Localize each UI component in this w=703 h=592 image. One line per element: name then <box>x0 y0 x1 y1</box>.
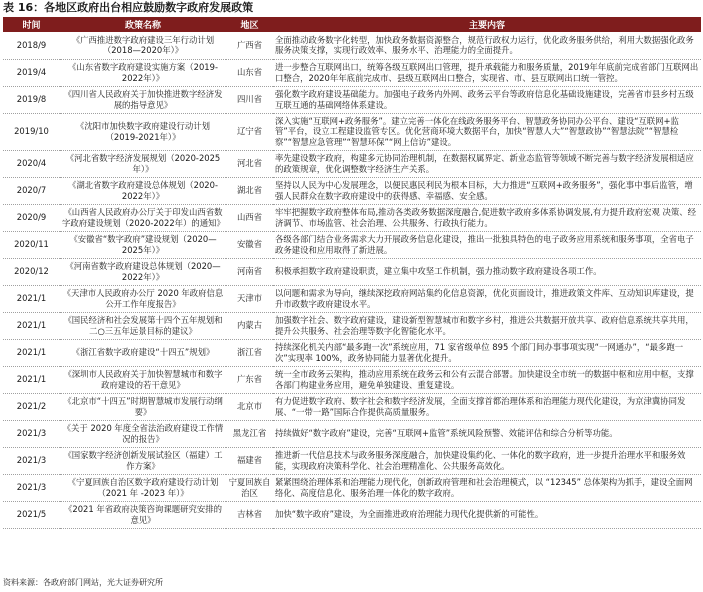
row-time: 2021/3 <box>3 474 60 501</box>
row-content: 持续做好“数字政府”建设，完善“互联网+监管”系统风险预警、效能评估和综合分析等功能。 <box>273 420 701 447</box>
row-time: 2020/11 <box>3 231 60 258</box>
table-row <box>3 312 701 339</box>
row-content: 率先建设数字政府，构建多元协同治理机制，在数据权属界定、新业态监管等领域不断完善与数字经济发展相适应的政策规章，优化调整数字经济生产关系。 <box>273 150 701 177</box>
row-region: 广西省 <box>226 32 273 59</box>
table-header-row <box>3 17 701 32</box>
row-region: 广东省 <box>226 366 273 393</box>
table-row <box>3 501 701 528</box>
table-row <box>3 366 701 393</box>
row-policy-name: 《国家数字经济创新发展试验区（福建）工作方案》 <box>60 447 226 474</box>
table-row <box>3 32 701 59</box>
row-time: 2020/12 <box>3 258 60 285</box>
row-content: 加强数字社会、数字政府建设，建设新型智慧城市和数字乡村，推进公共数据开放共享、政府信息系统共享共用，提升公共服务、社会治理等数字化智能化水平。 <box>273 312 701 339</box>
header-content: 主要内容 <box>273 17 701 32</box>
table-row <box>3 86 701 113</box>
row-policy-name: 《山东省数字政府建设实施方案（2019-2022年）》 <box>60 59 226 86</box>
row-region: 黑龙江省 <box>226 420 273 447</box>
row-content: 统一全市政务云架构，推动应用系统在政务云和公有云混合部署。加快建设全市统一的数据中枢和应用中枢，支撑各部门构建业务应用，避免单独建设、重复建设。 <box>273 366 701 393</box>
row-region: 北京市 <box>226 393 273 420</box>
row-policy-name: 《天津市人民政府办公厅 2020 年政府信息公开工作年度报告》 <box>60 285 226 312</box>
row-content: 全面推动政务数字化转型，加快政务数据资源整合，规范行政权力运行，优化政务服务供给，利用大数据强化政务服务决策支撑，实现行政效率、服务水平、治理能力的全面提升。 <box>273 32 701 59</box>
table-row <box>3 59 701 86</box>
row-policy-name: 《山西省人民政府办公厅关于印发山西省数字政府建设规划（2020-2022年）的通知》 <box>60 204 226 231</box>
header-policy: 政策名称 <box>60 17 226 32</box>
row-region: 福建省 <box>226 447 273 474</box>
table-row <box>3 447 701 474</box>
row-policy-name: 《河南省数字政府建设总体规划（2020—2022年）》 <box>60 258 226 285</box>
row-policy-name: 《国民经济和社会发展第十四个五年规划和二○三五年远景目标的建议》 <box>60 312 226 339</box>
row-region: 辽宁省 <box>226 113 273 150</box>
row-region: 河南省 <box>226 258 273 285</box>
table-row <box>3 393 701 420</box>
row-policy-name: 《湖北省数字政府建设总体规划（2020-2022年）》 <box>60 177 226 204</box>
row-policy-name: 《宁夏回族自治区数字政府建设行动计划（2021 年 -2023 年）》 <box>60 474 226 501</box>
row-time: 2021/1 <box>3 312 60 339</box>
row-time: 2021/3 <box>3 447 60 474</box>
row-region: 安徽省 <box>226 231 273 258</box>
row-content: 推进新一代信息技术与政务服务深度融合，加快建设集约化、一体化的数字政府，进一步提升治理水平和服务效能，实现政府决策科学化、社会治理精准化、公共服务高效化。 <box>273 447 701 474</box>
row-content: 牢牢把握数字政府整体布局,推动各类政务数据深度融合,促进数字政府多体系协调发展,有力提升政府宏观 决策、经济调节、市场监管、社会治理、公共服务、行政执行能力。 <box>273 204 701 231</box>
row-content: 紧紧围绕治理体系和治理能力现代化，创新政府管理和社会治理模式，以 “12345” 总体架构为抓手，建设全面网络化、高度信息化、服务治理一体化的数字政府。 <box>273 474 701 501</box>
row-time: 2018/9 <box>3 32 60 59</box>
row-policy-name: 《浙江省数字政府建设“十四五”规划》 <box>60 339 226 366</box>
row-time: 2021/1 <box>3 366 60 393</box>
table-row <box>3 231 701 258</box>
row-time: 2021/1 <box>3 339 60 366</box>
row-region: 四川省 <box>226 86 273 113</box>
row-time: 2020/4 <box>3 150 60 177</box>
policy-table <box>3 17 701 529</box>
row-policy-name: 《深圳市人民政府关于加快智慧城市和数字政府建设的若干意见》 <box>60 366 226 393</box>
row-time: 2021/5 <box>3 501 60 528</box>
row-region: 湖北省 <box>226 177 273 204</box>
row-policy-name: 《2021 年省政府决策咨询课题研究安排的意见》 <box>60 501 226 528</box>
table-row <box>3 474 701 501</box>
row-region: 浙江省 <box>226 339 273 366</box>
row-policy-name: 《广西推进数字政府建设三年行动计划（2018—2020年）》 <box>60 32 226 59</box>
row-region: 宁夏回族自治区 <box>226 474 273 501</box>
table-row <box>3 177 701 204</box>
row-policy-name: 《四川省人民政府关于加快推进数字经济发展的指导意见》 <box>60 86 226 113</box>
row-content: 坚持以人民为中心发展理念，以便民惠民利民为根本目标，大力推进“互联网+政务服务”，强化事中事后监管，增强人民群众在数字政府建设中的获得感、幸福感、安全感。 <box>273 177 701 204</box>
row-content: 有力促进数字政府、数字社会和数字经济发展，全面支撑首都治理体系和治理能力现代化建设，为京津冀协同发展、“一带一路”国际合作提供高质量服务。 <box>273 393 701 420</box>
table-row <box>3 113 701 150</box>
row-content: 各级各部门结合业务需求大力开展政务信息化建设，推出一批独具特色的电子政务应用系统和服务事项，全省电子政务建设和应用取得了新进展。 <box>273 231 701 258</box>
table-row <box>3 204 701 231</box>
row-content: 进一步整合互联网出口，统筹各级互联网出口管理，提升承载能力和服务质量，2019年年底前完成省部门互联网出口整合，2020年年底前完成市、县级互联网出口整合，实现省、市、县互联网出口统一管控。 <box>273 59 701 86</box>
table-row <box>3 339 701 366</box>
row-time: 2019/4 <box>3 59 60 86</box>
row-policy-name: 《河北省数字经济发展规划（2020-2025年）》 <box>60 150 226 177</box>
header-region: 地区 <box>226 17 273 32</box>
row-policy-name: 《关于 2020 年度全省法治政府建设工作情况的报告》 <box>60 420 226 447</box>
source-footnote: 资料来源：各政府部门网站，光大证券研究所 <box>3 578 163 587</box>
table-row <box>3 285 701 312</box>
row-policy-name: 《沈阳市加快数字政府建设行动计划（2019-2021年）》 <box>60 113 226 150</box>
table-row <box>3 150 701 177</box>
row-region: 山西省 <box>226 204 273 231</box>
row-content: 加快“数字政府”建设，为全面推进政府治理能力现代化提供新的可能性。 <box>273 501 701 528</box>
table-title: 表 16：各地区政府出台相应鼓励数字政府发展政策 <box>3 1 254 14</box>
row-time: 2021/1 <box>3 285 60 312</box>
row-region: 吉林省 <box>226 501 273 528</box>
row-region: 天津市 <box>226 285 273 312</box>
row-content: 持续深化机关内部“最多跑一次”系统应用，71 家省级单位 895 个部门间办事事项实现“一网通办”，“最多跑一次”实现率 100%，政务协同能力显著优化提升。 <box>273 339 701 366</box>
row-time: 2020/7 <box>3 177 60 204</box>
row-time: 2021/3 <box>3 420 60 447</box>
row-time: 2021/2 <box>3 393 60 420</box>
table-row <box>3 420 701 447</box>
row-policy-name: 《安徽省“数字政府”建设规划（2020—2025年）》 <box>60 231 226 258</box>
header-time: 时间 <box>3 17 60 32</box>
row-content: 深入实施“互联网+政务服务”。建立完善一体化在线政务服务平台、智慧政务协同办公平台、建设“互联网+监管”平台，设立工程建设监管专区。优化营商环境大数据平台，加快“智慧人大”“智慧政协”“智慧法院”“智慧检察”“智慧应急管理”“智慧环保”“网上信访”建设。 <box>273 113 701 150</box>
row-time: 2019/8 <box>3 86 60 113</box>
row-policy-name: 《北京市“十四五”时期智慧城市发展行动纲要》 <box>60 393 226 420</box>
row-time: 2019/10 <box>3 113 60 150</box>
row-content: 积极承担数字政府建设职责，建立集中攻坚工作机制，强力推动数字政府建设各项工作。 <box>273 258 701 285</box>
row-region: 内蒙古 <box>226 312 273 339</box>
row-region: 山东省 <box>226 59 273 86</box>
row-time: 2020/9 <box>3 204 60 231</box>
table-row <box>3 258 701 285</box>
row-content: 以问题和需求为导向，继续深挖政府网站集约化信息资源，优化页面设计，推进政策文件库、互动知识库建设，提升市政数字政府建设水平。 <box>273 285 701 312</box>
row-region: 河北省 <box>226 150 273 177</box>
row-content: 强化数字政府建设基础能力。加强电子政务内外网、政务云平台等政府信息化基础设施建设，完善省市县乡村五级互联互通的基础网络体系建设。 <box>273 86 701 113</box>
